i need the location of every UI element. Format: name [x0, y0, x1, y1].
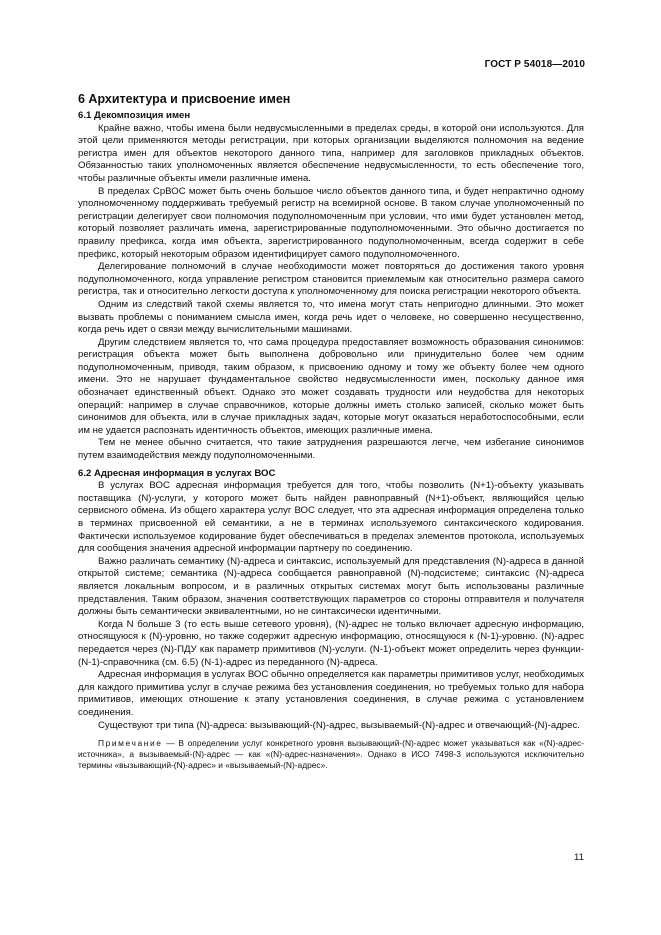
paragraph: Делегирование полномочий в случае необходимости может повторяться до достижения такого уровня подуполномоченного, когда управление регистром становится приемлемым как относительно размера самого регистра, так и относительно легкости доступа к уполномоченному для поиска регистрации некоторого объекта. [78, 261, 584, 298]
document-code: ГОСТ Р 54018—2010 [484, 59, 585, 70]
paragraph: Одним из следствий такой схемы является то, что имена могут стать непригодно длинными. Это может вызвать проблемы с пониманием смысла имен, когда речь идет о человеке, но совершенно несущественно, когда речь идет о связи между вычислительными машинами. [78, 298, 584, 336]
paragraph: Другим следствием является то, что сама процедура предоставляет возможность образования синонимов: регистрация объекта может быть выполнена добровольно или принудительно более чем одним подуполномоченным, приводя, таким образом, к присвоению одному и тому же объекту более чем одного имени. Это не нарушает фундаментальное свойство недвусмысленности имен, поскольку данное имя обозначает единственный объект. Однако это может создавать трудности или неудобства для некоторых операций: например в случае справочников, которые должны иметь столько записей, сколько может быть синонимов для объекта, или в случае прикладных задач, которые могут оказаться неработоспособными, если им не удается распознать идентичность объектов, имеющих различные имена. [78, 336, 584, 436]
note [78, 738, 584, 771]
paragraph: Адресная информация в услугах ВОС обычно определяется как параметры примитивов услуг, необходимых для каждого примитива услуг в случае режима без установления соединения, но требуемых только для набора примитивов, имеющих отношение к этапу установления соединения, в случае режима с установлением соединения. [78, 669, 584, 718]
section-title: 6 Архитектура и присвоение имен [78, 92, 291, 106]
paragraph: Важно различать семантику (N)-адреса и синтаксис, используемый для представления (N)-адреса в данной открытой системе; семантика (N)-адреса сообщается равноправной (N)-подсистеме; синтаксис (N)-адреса является локальным вопросом, и в различных открытых системах могут быть использованы различные представления. Таким образом, значения соответствующих параметров со стороны отправителя и получателя должны быть семантически эквивалентными, но не синтаксически идентичными. [78, 555, 584, 618]
paragraph: Тем не менее обычно считается, что такие затруднения разрешаются легче, чем избегание синонимов путем взаимодействия между подуполномоченными. [78, 437, 584, 462]
note-label: Примечание [98, 738, 163, 749]
page-content [78, 92, 584, 771]
paragraph: В пределах СрВОС может быть очень большое число объектов данного типа, и будет непрактично одному уполномоченному поддерживать требуемый регистр на всемирной основе. В таком случае уполномоченный по регистрации делегирует свои полномочия подуполномоченным при условии, что ими будет установлен метод, который позволяет различать имена, зарегистрированные подуполномоченными. Это обычно достигается по правилу префикса, когда имя объекта, зарегистрированного подуполномоченным, всегда содержит в себе префикс, который некоторым образом идентифицирует самого подуполномоченного. [78, 185, 584, 260]
note-text: — В определении услуг конкретного уровня вызывающий-(N)-адрес может указываться как «(N)-адрес-источника», а вызываемый-(N)-адрес — как «(N)-адрес-назначения». Однако в ИСО 7498-3 используются исключительно термины «вызывающий-(N)-адрес» и «вызываемый-(N)-адрес». [78, 738, 584, 771]
subsection-title-6-2: 6.2 Адресная информация в услугах ВОС [78, 467, 276, 479]
paragraph: Существуют три типа (N)-адреса: вызывающий-(N)-адрес, вызываемый-(N)-адрес и отвечающий-(N)-адрес. [98, 719, 580, 731]
subsection-title-6-1: 6.1 Декомпозиция имен [78, 110, 191, 121]
page-number: 11 [574, 852, 584, 863]
paragraph: Крайне важно, чтобы имена были недвусмысленными в пределах среды, в которой они используются. Для этой цели применяются методы регистрации, при которых организации выделяются полномочия на ведение регистра имен для объектов некоторого данного типа, например для заголовков прикладных объектов. Обязанностью таких уполномоченных является обеспечение недвусмысленности, то есть обеспечение того, чтобы различные объекты имели различные имена. [78, 122, 584, 184]
paragraph: В услугах ВОС адресная информация требуется для того, чтобы позволить (N+1)-объекту указывать поставщика (N)-услуги, у которого может быть найден равноправный (N+1)-объект, являющийся целью сервисного обмена. Из общего характера услуг ВОС следует, что эта адресная информация определена только в терминах присвоенной ей семантики, а не в терминах используемого синтаксического кодирования. Фактически используемое кодирование будет обеспечиваться в пределах элементов протокола, используемых для сообщения значения адресной информации партнеру по соединению. [78, 480, 584, 555]
paragraph: Когда N больше 3 (то есть выше сетевого уровня), (N)-адрес не только включает адресную информацию, относящуюся к (N)-уровню, но также содержит адресную информацию, относящуюся к (N-1)-уровню. (N)-адрес передается через (N)-ПДУ как параметр примитивов (N)-услуги. (N-1)-объект может определить через функции-(N-1)-справочника (см. 6.5) (N-1)-адрес из переданного (N)-адреса. [78, 618, 584, 668]
